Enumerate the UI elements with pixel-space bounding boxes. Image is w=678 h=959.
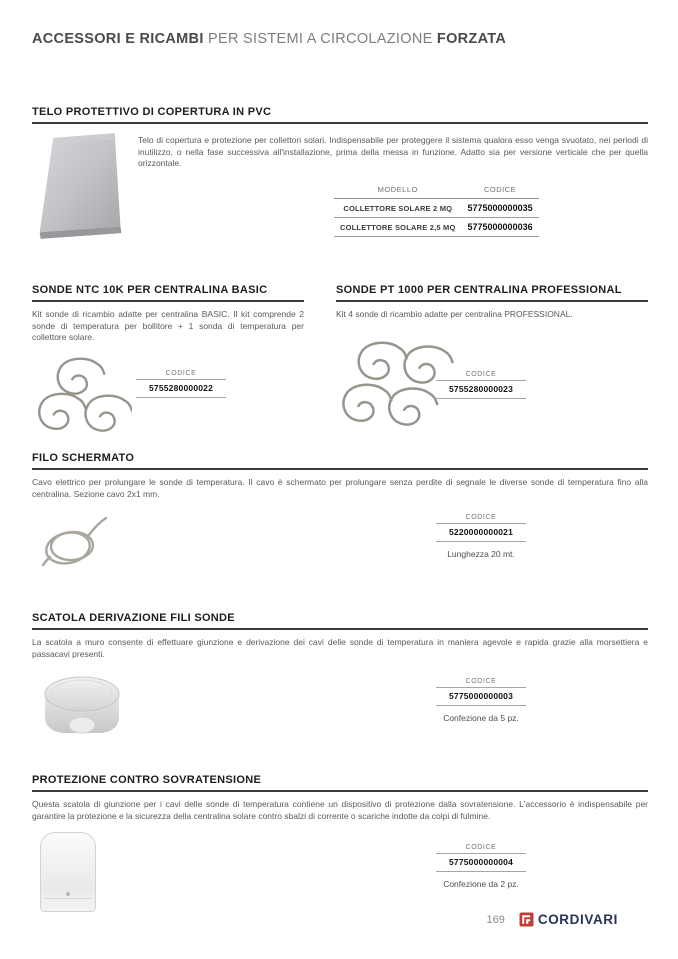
table-header-row (334, 182, 539, 199)
codice-value: 5755280000022 (136, 380, 226, 398)
codice-label: CODICE (436, 678, 526, 688)
probe-coils-image (32, 352, 132, 438)
codice-box-sonde-pt1000 (436, 371, 526, 399)
section-description-filo: Cavo elettrico per prolungare le sonde di temperatura. Il cavo è schermato per prolungare senza perdite di segnale le diverse sonde di temperatura fino alla centralina. Sezione cavo 2x1 mm. (32, 477, 648, 499)
page-title (32, 31, 648, 47)
page-number: 169 (486, 913, 505, 926)
section-title-scatola: SCATOLA DERIVAZIONE FILI SONDE (32, 612, 648, 630)
codice-wrap-scatola (436, 678, 526, 723)
pvc-cover-image (32, 128, 132, 251)
shielded-cable-coil-image (36, 510, 112, 572)
section-sonde-pt1000 (336, 284, 648, 443)
scatola-media (32, 670, 648, 754)
surge-protection-box-image (40, 832, 96, 912)
codice-label: CODICE (436, 514, 526, 524)
codice-value: 5775000000004 (436, 854, 526, 872)
page-title-bold-1: ACCESSORI E RICAMBI (32, 31, 204, 47)
section-sonde-ntc (32, 284, 304, 443)
section-description-sonde-ntc: Kit sonde di ricambio adatte per centralina BASIC. Il kit comprende 2 sonde di temperatura per bollitore + 1 sonda di temperatura per collettore solare. (32, 309, 304, 343)
product-code: 5775000000036 (462, 218, 539, 237)
product-table (334, 182, 539, 237)
codice-label: CODICE (436, 371, 526, 381)
sonde-sections (32, 284, 648, 443)
section-title-sonde-ntc: SONDE NTC 10K PER CENTRALINA BASIC (32, 284, 304, 302)
page-title-bold-2: FORZATA (436, 31, 507, 47)
codice-box-filo (436, 514, 526, 542)
section-title-sonde-pt1000: SONDE PT 1000 PER CENTRALINA PROFESSIONAL (336, 284, 648, 302)
cordivari-logo (519, 912, 618, 927)
sonde-ntc-media (32, 352, 304, 443)
cordivari-logo-text: CORDIVARI (537, 912, 618, 927)
pack-note: Confezione da 2 pz. (443, 879, 519, 890)
table-row (334, 199, 539, 218)
filo-media (32, 510, 648, 594)
section-description-protezione: Questa scatola di giunzione per i cavi delle sonde di temperatura contiene un dispositivo di protezione dalla sovratensione. L'accessorio è indispensabile per garantire la protezione e la sicurezza della centralina solare contro sbalzi di corrente o scariche indotte da colpi di fulmine. (32, 799, 648, 821)
sonde-pt1000-media (336, 337, 648, 436)
protezione-media (32, 832, 648, 916)
section-filo-schermato (32, 452, 648, 594)
page-footer (32, 912, 648, 927)
junction-box-image (36, 670, 128, 740)
cordivari-logo-icon (519, 912, 534, 927)
section-description-sonde-pt1000: Kit 4 sonde di ricambio adatte per centralina PROFESSIONAL. (336, 309, 573, 319)
section-protezione-sovratensione (32, 774, 648, 916)
section-telo-protettivo (32, 106, 648, 251)
section-scatola-derivazione (32, 612, 648, 754)
section-description-telo: Telo di copertura e protezione per collettori solari. Indispensabile per proteggere il sistema qualora esso venga svuotato, nei periodi di inutilizzo, o nella fase successiva all'installazione, prima della messa in funzione. Adatto sia per versione verticale che per quella orizzontale. (138, 135, 648, 169)
pack-note: Confezione da 5 pz. (443, 713, 519, 724)
length-note: Lunghezza 20 mt. (447, 549, 515, 560)
codice-wrap-protezione (436, 844, 526, 889)
section-title-protezione: PROTEZIONE CONTRO SOVRATENSIONE (32, 774, 648, 792)
model-name: COLLETTORE SOLARE 2,5 MQ (334, 218, 462, 237)
codice-box-scatola (436, 678, 526, 706)
codice-value: 5755280000023 (436, 381, 526, 399)
codice-value: 5775000000003 (436, 688, 526, 706)
codice-label: CODICE (436, 844, 526, 854)
codice-wrap-filo (436, 514, 526, 559)
codice-value: 5220000000021 (436, 524, 526, 542)
section-title-filo: FILO SCHERMATO (32, 452, 648, 470)
page-title-regular: PER SISTEMI A CIRCOLAZIONE (208, 31, 433, 47)
table-header-modello: MODELLO (334, 182, 462, 199)
model-name: COLLETTORE SOLARE 2 MQ (334, 199, 462, 218)
codice-box-sonde-ntc (136, 370, 226, 398)
section-description-scatola: La scatola a muro consente di effettuare giunzione e derivazione dei cavi delle sonde di temperatura in maniera agevole e rapida grazie alla morsettiera e passacavi presenti. (32, 637, 648, 659)
codice-box-protezione (436, 844, 526, 872)
product-code: 5775000000035 (462, 199, 539, 218)
codice-label: CODICE (136, 370, 226, 380)
table-header-codice: CODICE (462, 182, 539, 199)
table-row (334, 218, 539, 237)
section-title-telo: TELO PROTETTIVO DI COPERTURA IN PVC (32, 106, 648, 124)
